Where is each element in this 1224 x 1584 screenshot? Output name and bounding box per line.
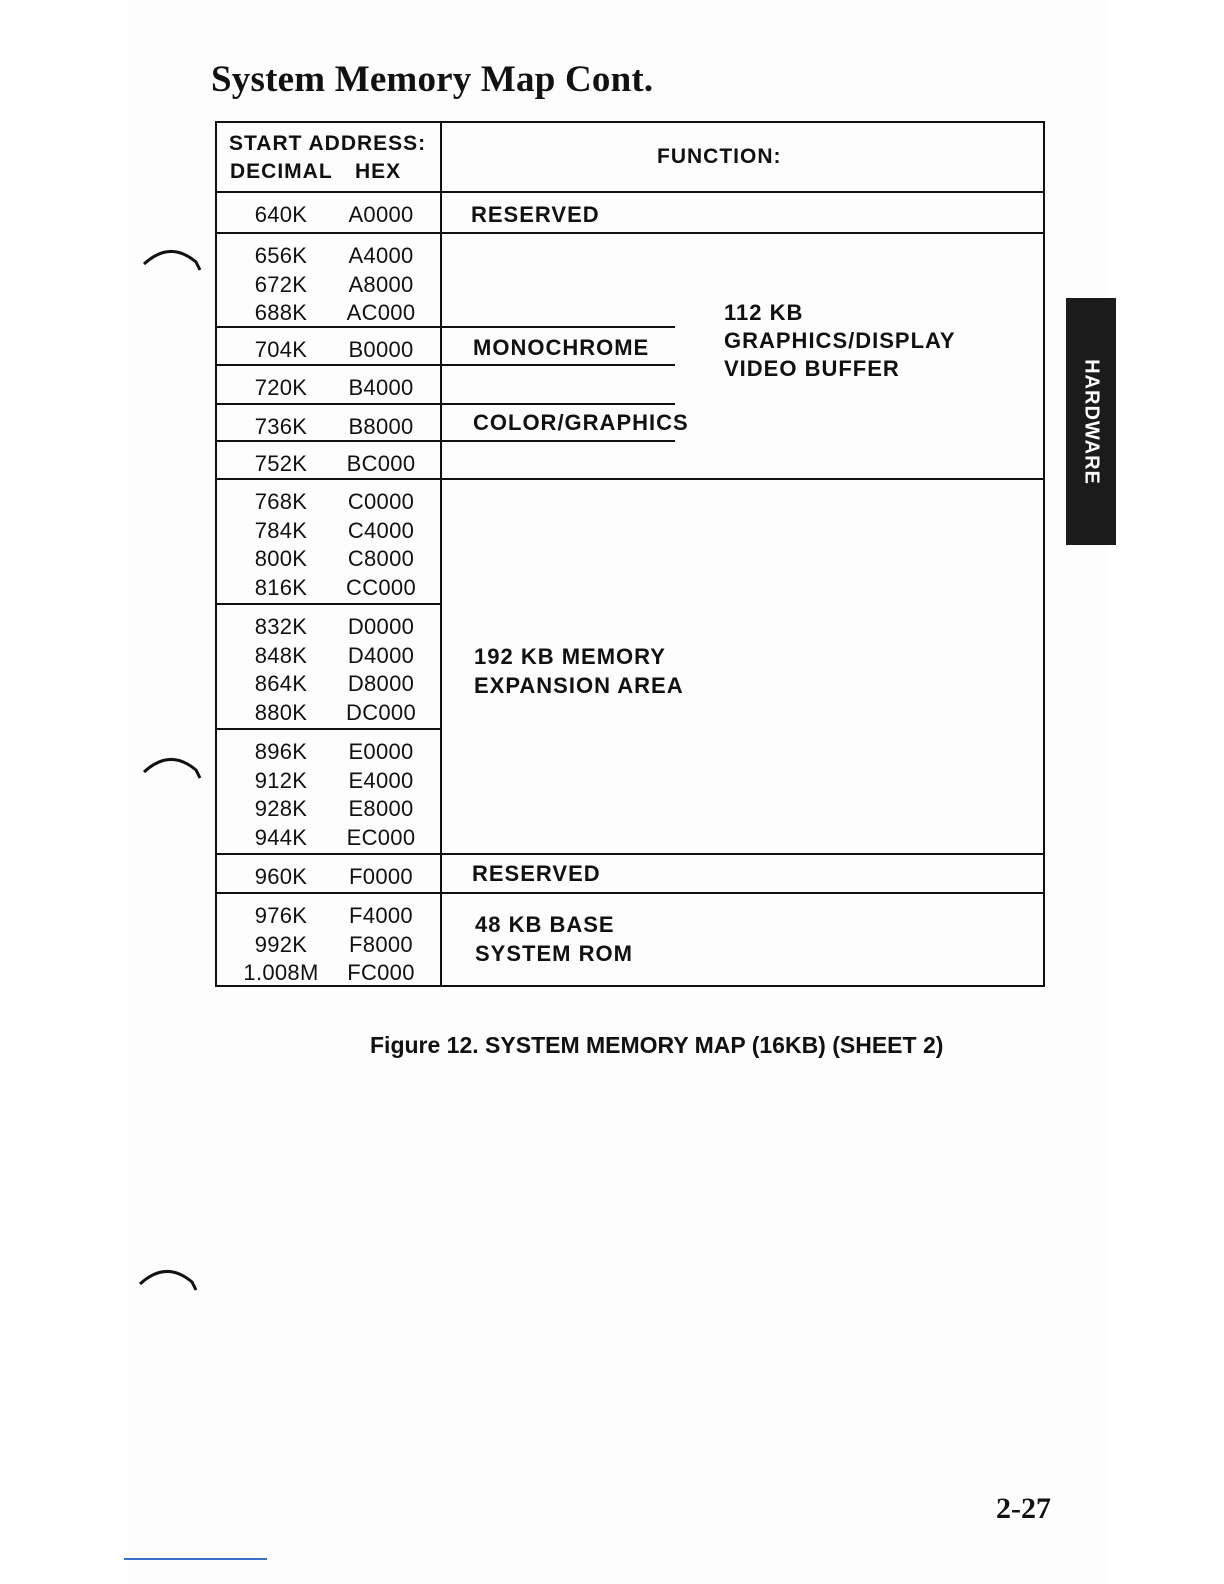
table-border-left: [215, 121, 217, 987]
address-decimal: 880K: [254, 699, 308, 725]
address-hex: E4000: [348, 767, 414, 793]
page-title: System Memory Map Cont.: [211, 59, 654, 100]
function-color-graphics: COLOR/GRAPHICS: [473, 410, 689, 435]
section-tab: [1066, 298, 1116, 545]
address-hex: D0000: [347, 614, 415, 639]
function-video-buffer-line-3: VIDEO BUFFER: [724, 356, 900, 381]
address-decimal: 976K: [254, 903, 308, 928]
address-decimal: 784K: [254, 517, 308, 543]
row-separator: [215, 603, 442, 605]
address-hex: AC000: [346, 300, 416, 326]
address-decimal: 992K: [254, 931, 308, 957]
header-decimal: DECIMAL: [230, 160, 333, 183]
address-hex: F8000: [349, 931, 413, 957]
binder-hole-mark-icon: [140, 748, 204, 780]
address-hex: F4000: [349, 903, 413, 928]
row-separator: [215, 728, 442, 730]
address-hex: BC000: [346, 451, 416, 476]
footer-rule: [124, 1558, 267, 1560]
address-hex: C4000: [347, 517, 415, 543]
address-decimal: 752K: [254, 451, 308, 476]
address-hex: B8000: [348, 414, 414, 439]
address-hex: DC000: [346, 699, 416, 725]
address-hex: FC000: [347, 960, 415, 986]
address-decimal: 656K: [254, 243, 308, 268]
header-separator: [215, 191, 1045, 193]
address-hex: A0000: [348, 202, 414, 227]
address-hex: C8000: [347, 546, 415, 572]
address-hex: A4000: [348, 243, 414, 268]
function-video-buffer-line-1: 112 KB: [724, 300, 804, 325]
address-decimal: 688K: [254, 300, 308, 326]
function-rom-line-1: 48 KB BASE: [475, 912, 615, 937]
address-hex: EC000: [346, 824, 416, 850]
address-decimal: 912K: [254, 767, 308, 793]
table-border-right: [1043, 121, 1045, 987]
figure-caption: [370, 1032, 943, 1059]
function-expansion-line-2: EXPANSION AREA: [474, 673, 684, 698]
address-hex: F0000: [349, 864, 413, 889]
page-number: 2-27: [996, 1492, 1051, 1525]
function-monochrome: MONOCHROME: [473, 335, 650, 360]
address-decimal: 864K: [254, 671, 308, 697]
address-hex: A8000: [348, 271, 414, 297]
row-separator: [215, 892, 1045, 894]
row-separator: [215, 403, 675, 405]
row-separator: [215, 232, 1045, 234]
address-hex: B0000: [348, 337, 414, 362]
row-separator: [215, 364, 675, 366]
address-hex: D8000: [347, 671, 415, 697]
address-hex: CC000: [346, 574, 416, 600]
figure-caption-label: Figure 12.: [370, 1032, 479, 1058]
address-hex: D4000: [347, 642, 415, 668]
row-separator: [215, 478, 1045, 480]
binder-hole-mark-icon: [140, 240, 204, 272]
address-hex: C0000: [347, 489, 415, 514]
function-reserved-top: RESERVED: [471, 202, 600, 227]
address-decimal: 720K: [254, 375, 308, 400]
address-decimal: 928K: [254, 796, 308, 822]
address-decimal: 768K: [254, 489, 308, 514]
column-divider: [440, 121, 442, 987]
address-decimal: 800K: [254, 546, 308, 572]
address-decimal: 848K: [254, 642, 308, 668]
address-decimal: 816K: [254, 574, 308, 600]
address-decimal: 832K: [254, 614, 308, 639]
address-decimal: 672K: [254, 271, 308, 297]
address-decimal: 640K: [254, 202, 308, 227]
section-tab-label: HARDWARE: [1080, 358, 1103, 485]
figure-caption-text: SYSTEM MEMORY MAP (16KB) (SHEET 2): [485, 1032, 944, 1058]
header-hex: HEX: [355, 160, 402, 183]
address-hex: B4000: [348, 375, 414, 400]
address-decimal: 704K: [254, 337, 308, 362]
address-decimal: 1.008M: [243, 960, 319, 986]
header-function: FUNCTION:: [657, 145, 782, 168]
function-reserved-bottom: RESERVED: [472, 861, 601, 886]
function-video-buffer-line-2: GRAPHICS/DISPLAY: [724, 328, 956, 353]
function-rom-line-2: SYSTEM ROM: [475, 941, 633, 966]
header-start-address: START ADDRESS:: [229, 132, 427, 155]
address-decimal: 960K: [254, 864, 308, 889]
address-hex: E8000: [348, 796, 414, 822]
address-decimal: 944K: [254, 824, 308, 850]
address-decimal: 736K: [254, 414, 308, 439]
address-hex: E0000: [348, 739, 414, 764]
row-separator: [215, 853, 1045, 855]
binder-hole-mark-icon: [136, 1260, 200, 1292]
address-decimal: 896K: [254, 739, 308, 764]
function-expansion-line-1: 192 KB MEMORY: [474, 644, 666, 669]
table-border-top: [215, 121, 1045, 123]
